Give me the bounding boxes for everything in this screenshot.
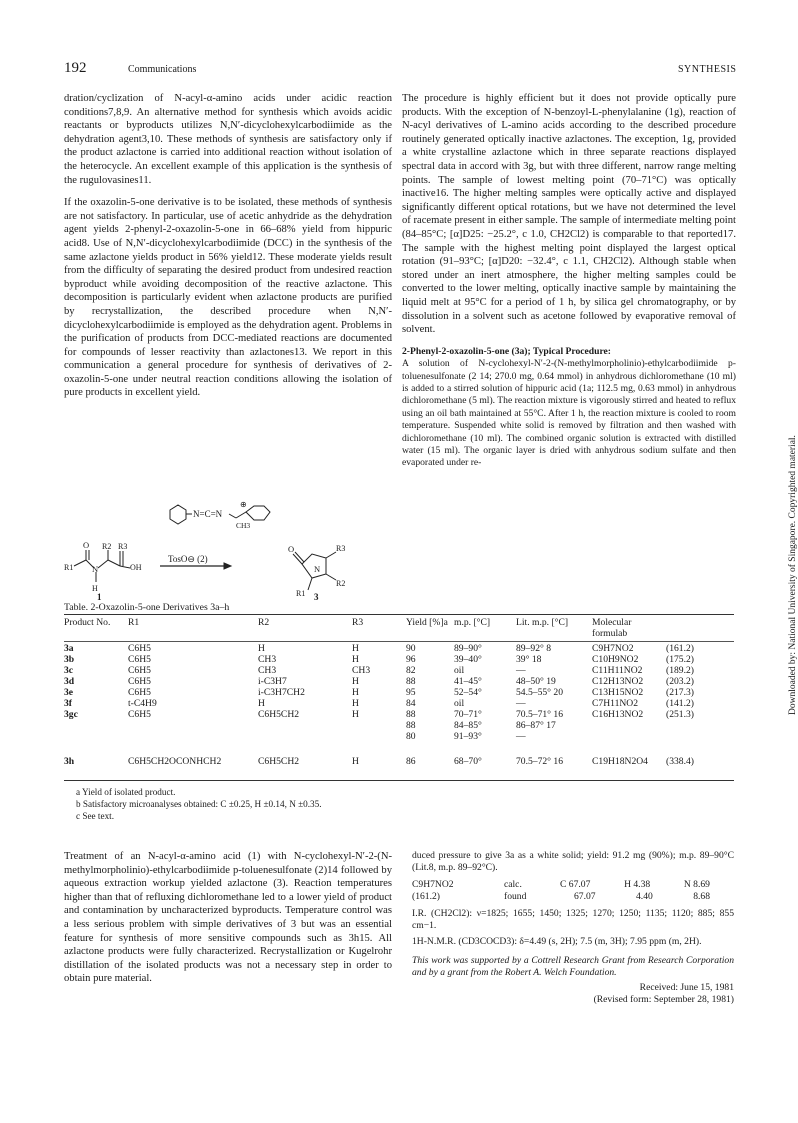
column-header: Lit. m.p. [°C]: [516, 617, 569, 628]
revised-date: (Revised form: September 28, 1981): [593, 994, 734, 1006]
formula: C9H7NO2: [412, 878, 454, 890]
table-cell: H: [352, 709, 359, 720]
footnote: c See text.: [76, 811, 115, 821]
table-row: [64, 731, 732, 742]
acknowledgement: This work was supported by a Cottrell Research Grant from Research Corporation and by a grant from the Robert A. Welch Foundation.: [412, 954, 734, 979]
compound-3-label: 3: [314, 592, 319, 602]
n-label: N: [314, 564, 321, 574]
table-cell: CH3: [352, 665, 371, 676]
table-bottom-rule: [64, 780, 734, 781]
column-header: R1: [128, 617, 140, 628]
table-cell: C11H11NO2: [592, 665, 643, 676]
table-cell: (251.3): [666, 709, 694, 720]
table-cell: C6H5: [128, 709, 151, 720]
table-cell: H: [352, 643, 359, 654]
table-cell: [352, 720, 406, 731]
product-number-cell: 3f: [64, 698, 72, 709]
compound-1-label: 1: [97, 592, 102, 602]
table-cell: —: [516, 665, 526, 676]
table-row: [64, 687, 732, 698]
product-number-cell: 3c: [64, 665, 74, 676]
table-row: [64, 676, 732, 687]
product-number-cell: [64, 720, 128, 731]
found-label: found: [504, 891, 527, 903]
table-cell: [592, 731, 666, 742]
table-cell: oil: [454, 698, 465, 709]
found-value: 4.40: [636, 891, 653, 903]
table-cell: C6H5: [128, 676, 151, 687]
paragraph: Treatment of an N-acyl-α-amino acid (1) with N-cyclohexyl-N′-2-(N-methylmorpholinio)-ethylcarbodiimide p-toluenesulfonate (2)14 followed by aqueous extraction workup yielded azlactone (3). Reaction temperatures higher than that of refluxing dichloromethane led to a lower yield of product and contamination by uncharacterized byproducts. Temperature control was a less serious problem with simple derivatives of 3 but was an essential feature for synthesis of more sensitive compounds such as 3h15. All azlactone products were fully characterized. Recrystallization or Kugelrohr distillation of the isolated products was not a necessary step in order to obtain pure material.: [64, 851, 392, 985]
product-number-cell: 3gc: [64, 709, 78, 720]
product-number-cell: 3e: [64, 687, 74, 698]
product-number-cell: 3h: [64, 756, 75, 767]
data-table: [64, 617, 732, 767]
table-cell: 70–71°: [454, 709, 482, 720]
table-cell: C7H11NO2: [592, 698, 639, 709]
table-cell: (141.2): [666, 698, 694, 709]
table-cell: 80: [406, 731, 416, 742]
table-cell: 88: [406, 709, 416, 720]
r3-label: R3: [336, 544, 346, 553]
table-cell: 54.5–55° 20: [516, 687, 564, 698]
column-header: Molecular formulab: [592, 617, 632, 639]
calc-value: N 8.69: [683, 878, 710, 890]
table-cell: [128, 720, 258, 731]
table-cell: H: [352, 687, 359, 698]
table-row: [64, 698, 732, 709]
table-cell: 86–87° 17: [516, 720, 556, 731]
table-cell: 90: [406, 643, 416, 654]
table-cell: [666, 720, 732, 731]
table-cell: 41–45°: [454, 676, 482, 687]
table-cell: 86: [406, 756, 416, 767]
calc-value: C 67.07: [560, 878, 591, 890]
table-cell: H: [352, 654, 359, 665]
table-cell: 89–92° 8: [516, 643, 552, 654]
table-cell: [592, 720, 666, 731]
table-row: [64, 654, 732, 665]
table-cell: (338.4): [666, 756, 694, 767]
table-cell: (161.2): [666, 643, 694, 654]
table-cell: 48–50° 19: [516, 676, 556, 687]
table-cell: (217.3): [666, 687, 694, 698]
r2-label: R2: [336, 579, 346, 588]
watermark-text: Downloaded by: National University of Singapore. Copyrighted material.: [788, 435, 798, 715]
nmr-data: 1H-N.M.R. (CD3COCD3): δ=4.49 (s, 2H); 7.5 (m, 3H); 7.95 ppm (m, 2H).: [412, 936, 702, 948]
analysis-block: [412, 879, 734, 904]
product-number-cell: 3a: [64, 643, 74, 654]
bottom-left-paragraph: [64, 850, 392, 995]
table-cell: 39° 18: [516, 654, 542, 665]
reaction-scheme: [64, 496, 404, 600]
section-label: Communications: [128, 64, 197, 75]
table-row: [64, 742, 732, 767]
table-cell: 70.5–71° 16: [516, 709, 564, 720]
reagent-label: TosO⊖ (2): [168, 554, 208, 564]
table-cell: C6H5CH2: [258, 756, 300, 767]
charge-plus: ⊕: [240, 500, 247, 509]
table-footnotes: [76, 786, 322, 822]
table-cell: [352, 731, 406, 742]
table-row: [64, 665, 732, 676]
morpholine-ring: [246, 506, 270, 520]
footnote: a Yield of isolated product.: [76, 787, 176, 797]
table-cell: C13H15NO2: [592, 687, 644, 698]
right-column: [402, 92, 736, 470]
table-row: [64, 709, 732, 720]
table-cell: C6H5: [128, 654, 151, 665]
table-top-rule: [64, 614, 734, 615]
left-column: [64, 92, 392, 409]
paragraph: If the oxazolin-5-one derivative is to be isolated, these methods of synthesis are not satisfactory. In particular, use of acetic anhydride as the dehydration agent yields 2-phenyl-2-oxazolin-5-one in 66–68% yield from hippuric acid8. Use of N,N′-dicyclohexylcarbodiimide (DCC) in the synthesis of the same azlactone yields product in 56% yield12. These moderate yields result from the difficulty of separating the desired product from undesired reaction byproduct while avoiding decomposition of the reactive azlactone. This decomposition is particularly evident when azlactone products are purified by recrystallization, the described procedure when N,N′-dicyclohexylcarbodiimide is employed as the dehydration agent. Problems in the purification of products from DCC-mediated reactions are documented for compounds of lesser reactivity than azlactones13. We report in this communication a general procedure for synthesis of derivatives of 2-oxazolin-5-one under neutral reaction conditions allowing the isolation of pure products in excellent yield.: [64, 197, 392, 399]
table-cell: 39–40°: [454, 654, 482, 665]
calc-value: H 4.38: [624, 878, 651, 890]
table-cell: C16H13NO2: [592, 709, 644, 720]
table-cell: oil: [454, 665, 465, 676]
table-cell: (203.2): [666, 676, 694, 687]
product-number-cell: [64, 731, 128, 742]
product-number-cell: 3d: [64, 676, 75, 687]
column-header: R3: [352, 617, 364, 628]
calc-label: calc.: [504, 878, 522, 890]
table-cell: C19H18N2O4: [592, 756, 648, 767]
table-cell: H: [352, 698, 359, 709]
table-cell: C6H5CH2: [258, 709, 300, 720]
paragraph: dration/cyclization of N-acyl-α-amino acids under acidic reaction conditions7,8,9. An alternative method for synthesis which avoids acidic reactants or byproducts utilizes N,N′-dicyclohexylcarbodiimide as the dehydration agent3,10. These methods of synthesis are satisfactory only if the product azlactone is carried into additional reaction without isolation of the heterocycle. An excellent example of this application is the synthesis of the rugulovasines11.: [64, 93, 392, 186]
table-cell: i-C3H7: [258, 676, 287, 687]
table-cell: H: [258, 643, 265, 654]
procedure-title: 2-Phenyl-2-oxazolin-5-one (3a); Typical Procedure:: [402, 345, 611, 357]
found-value: 67.07: [574, 891, 596, 903]
table-cell: C6H5: [128, 643, 151, 654]
table-cell: —: [516, 698, 526, 709]
molecular-weight: (161.2): [412, 891, 440, 903]
table-cell: 95: [406, 687, 416, 698]
column-header: Yield [%]a: [406, 617, 448, 628]
table-cell: 89–90°: [454, 643, 482, 654]
paragraph: The procedure is highly efficient but it does not provide optically pure products. With the exception of N-benzoyl-L-phenylalanine (1g), reaction of N-acyl derivatives of L-amino acids according to the described procedure routinely generated optically inactive azlactones. The exception, 1g, provided a white crystalline azlactone which in three separate reactions displayed spectral data in accord with 3g, but with three different, narrow range melting points. The sample of lowest melting point (70–71°C) was optically inactive16. The higher melting samples were optically active and displayed significantly different optical rotations, but we have not determined the level of racemate present in either sample. The sample of intermediate melting point (84–85°C; [α]D25: −25.2°, c 1.0, CH2Cl2) is comparable to that reported17. The sample with the highest melting point displayed the largest optical rotation (91–93°C; [α]D20: −32.4°, c 1.1, CH2Cl2). Although stable when stored under an inert atmosphere, the higher melting samples could be converted to the lower melting, optically inactive sample by maintaining the liquid melt at 95°C for a period of 1 h, by silica gel chromatography, or by dissolution in a solvent such as acetone followed by evaporative removal of solvent.: [402, 93, 736, 336]
r3-label: R3: [118, 542, 128, 551]
table-cell: 88: [406, 676, 416, 687]
journal-name: SYNTHESIS: [678, 64, 737, 75]
oh-label: OH: [130, 563, 142, 572]
table-cell: CH3: [258, 665, 277, 676]
n-label: N: [92, 564, 99, 574]
received-date: Received: June 15, 1981: [639, 981, 734, 993]
methyl-label: CH3: [236, 521, 251, 530]
o-label: O: [83, 540, 90, 550]
table-cell: 68–70°: [454, 756, 482, 767]
column-header: Product No.: [64, 617, 111, 628]
table-cell: H: [352, 756, 359, 767]
table-cell: i-C3H7CH2: [258, 687, 305, 698]
table-cell: (189.2): [666, 665, 694, 676]
table-cell: [258, 720, 352, 731]
table-cell: —: [516, 731, 526, 742]
table-row: [64, 720, 732, 731]
bottom-right-column: [412, 850, 734, 1006]
table-cell: C9H7NO2: [592, 643, 634, 654]
table-cell: CH3: [258, 654, 277, 665]
table-caption: Table. 2-Oxazolin-5-one Derivatives 3a–h: [64, 602, 230, 613]
table-body: [64, 639, 732, 767]
r2-label: R2: [102, 542, 112, 551]
table-cell: 91–93°: [454, 731, 482, 742]
table-cell: 96: [406, 654, 416, 665]
r1-label: R1: [296, 589, 306, 598]
table-cell: 84–85°: [454, 720, 482, 731]
download-watermark: [776, 235, 798, 715]
table-cell: C6H5: [128, 665, 151, 676]
h-label: H: [92, 584, 98, 593]
ir-data: I.R. (CH2Cl2): ν=1825; 1655; 1450; 1325; 1270; 1250; 1135; 1120; 885; 855 cm−1.: [412, 907, 734, 932]
table-cell: C6H5CH2OCONHCH2: [128, 756, 222, 767]
cyclohexyl-ring: [170, 505, 186, 524]
footnote: b Satisfactory microanalyses obtained: C ±0.25, H ±0.14, N ±0.35.: [76, 799, 322, 809]
table-cell: [666, 731, 732, 742]
found-value: 8.68: [693, 891, 710, 903]
table-cell: 88: [406, 720, 416, 731]
page-number: 192: [64, 60, 87, 76]
product-number-cell: 3b: [64, 654, 75, 665]
procedure-continuation: duced pressure to give 3a as a white solid; yield: 91.2 mg (90%); m.p. 89–90°C (Lit.8, m.p. 89–92°C).: [412, 850, 734, 874]
column-header: m.p. [°C]: [454, 617, 491, 628]
table-cell: 70.5–72° 16: [516, 756, 564, 767]
table-cell: H: [352, 676, 359, 687]
table-header-row: [64, 617, 732, 639]
table-cell: (175.2): [666, 654, 694, 665]
procedure-text: A solution of N-cyclohexyl-N′-2-(N-methylmorpholinio)-ethylcarbodiimide p-toluenesulfonate (2 14; 270.0 mg, 0.64 mmol) in anhydrous dichloromethane (10 ml) is added to a stirred solution of hippuric acid (1a; 112.5 mg, 0.63 mmol) in anhydrous dichloromethane (5 ml). The reaction mixture is vigorously stirred and heated to reflux using an oil bath maintained at 55°C. After 1 h, the reaction mixture is cooled to room temperature. Suspended white solid is removed by filtration and then washed with dichloromethane (10 ml). The combined organic solution is extracted with distilled water (15 ml). The organic layer is dried with anhydrous sodium sulfate and then evaporated under re-: [402, 358, 736, 469]
table-cell: C10H9NO2: [592, 654, 639, 665]
table-cell: C6H5: [128, 687, 151, 698]
table-cell: H: [258, 698, 265, 709]
table-cell: [258, 731, 352, 742]
r1-label: R1: [64, 563, 74, 572]
table-cell: 82: [406, 665, 416, 676]
carbodiimide-label: N=C=N: [193, 509, 223, 519]
table-cell: [128, 731, 258, 742]
o-label: O: [288, 544, 295, 554]
table-cell: C12H13NO2: [592, 676, 644, 687]
table-cell: t-C4H9: [128, 698, 157, 709]
table-cell: 52–54°: [454, 687, 482, 698]
header-rule: [64, 641, 734, 642]
column-header: R2: [258, 617, 270, 628]
table-cell: 84: [406, 698, 416, 709]
